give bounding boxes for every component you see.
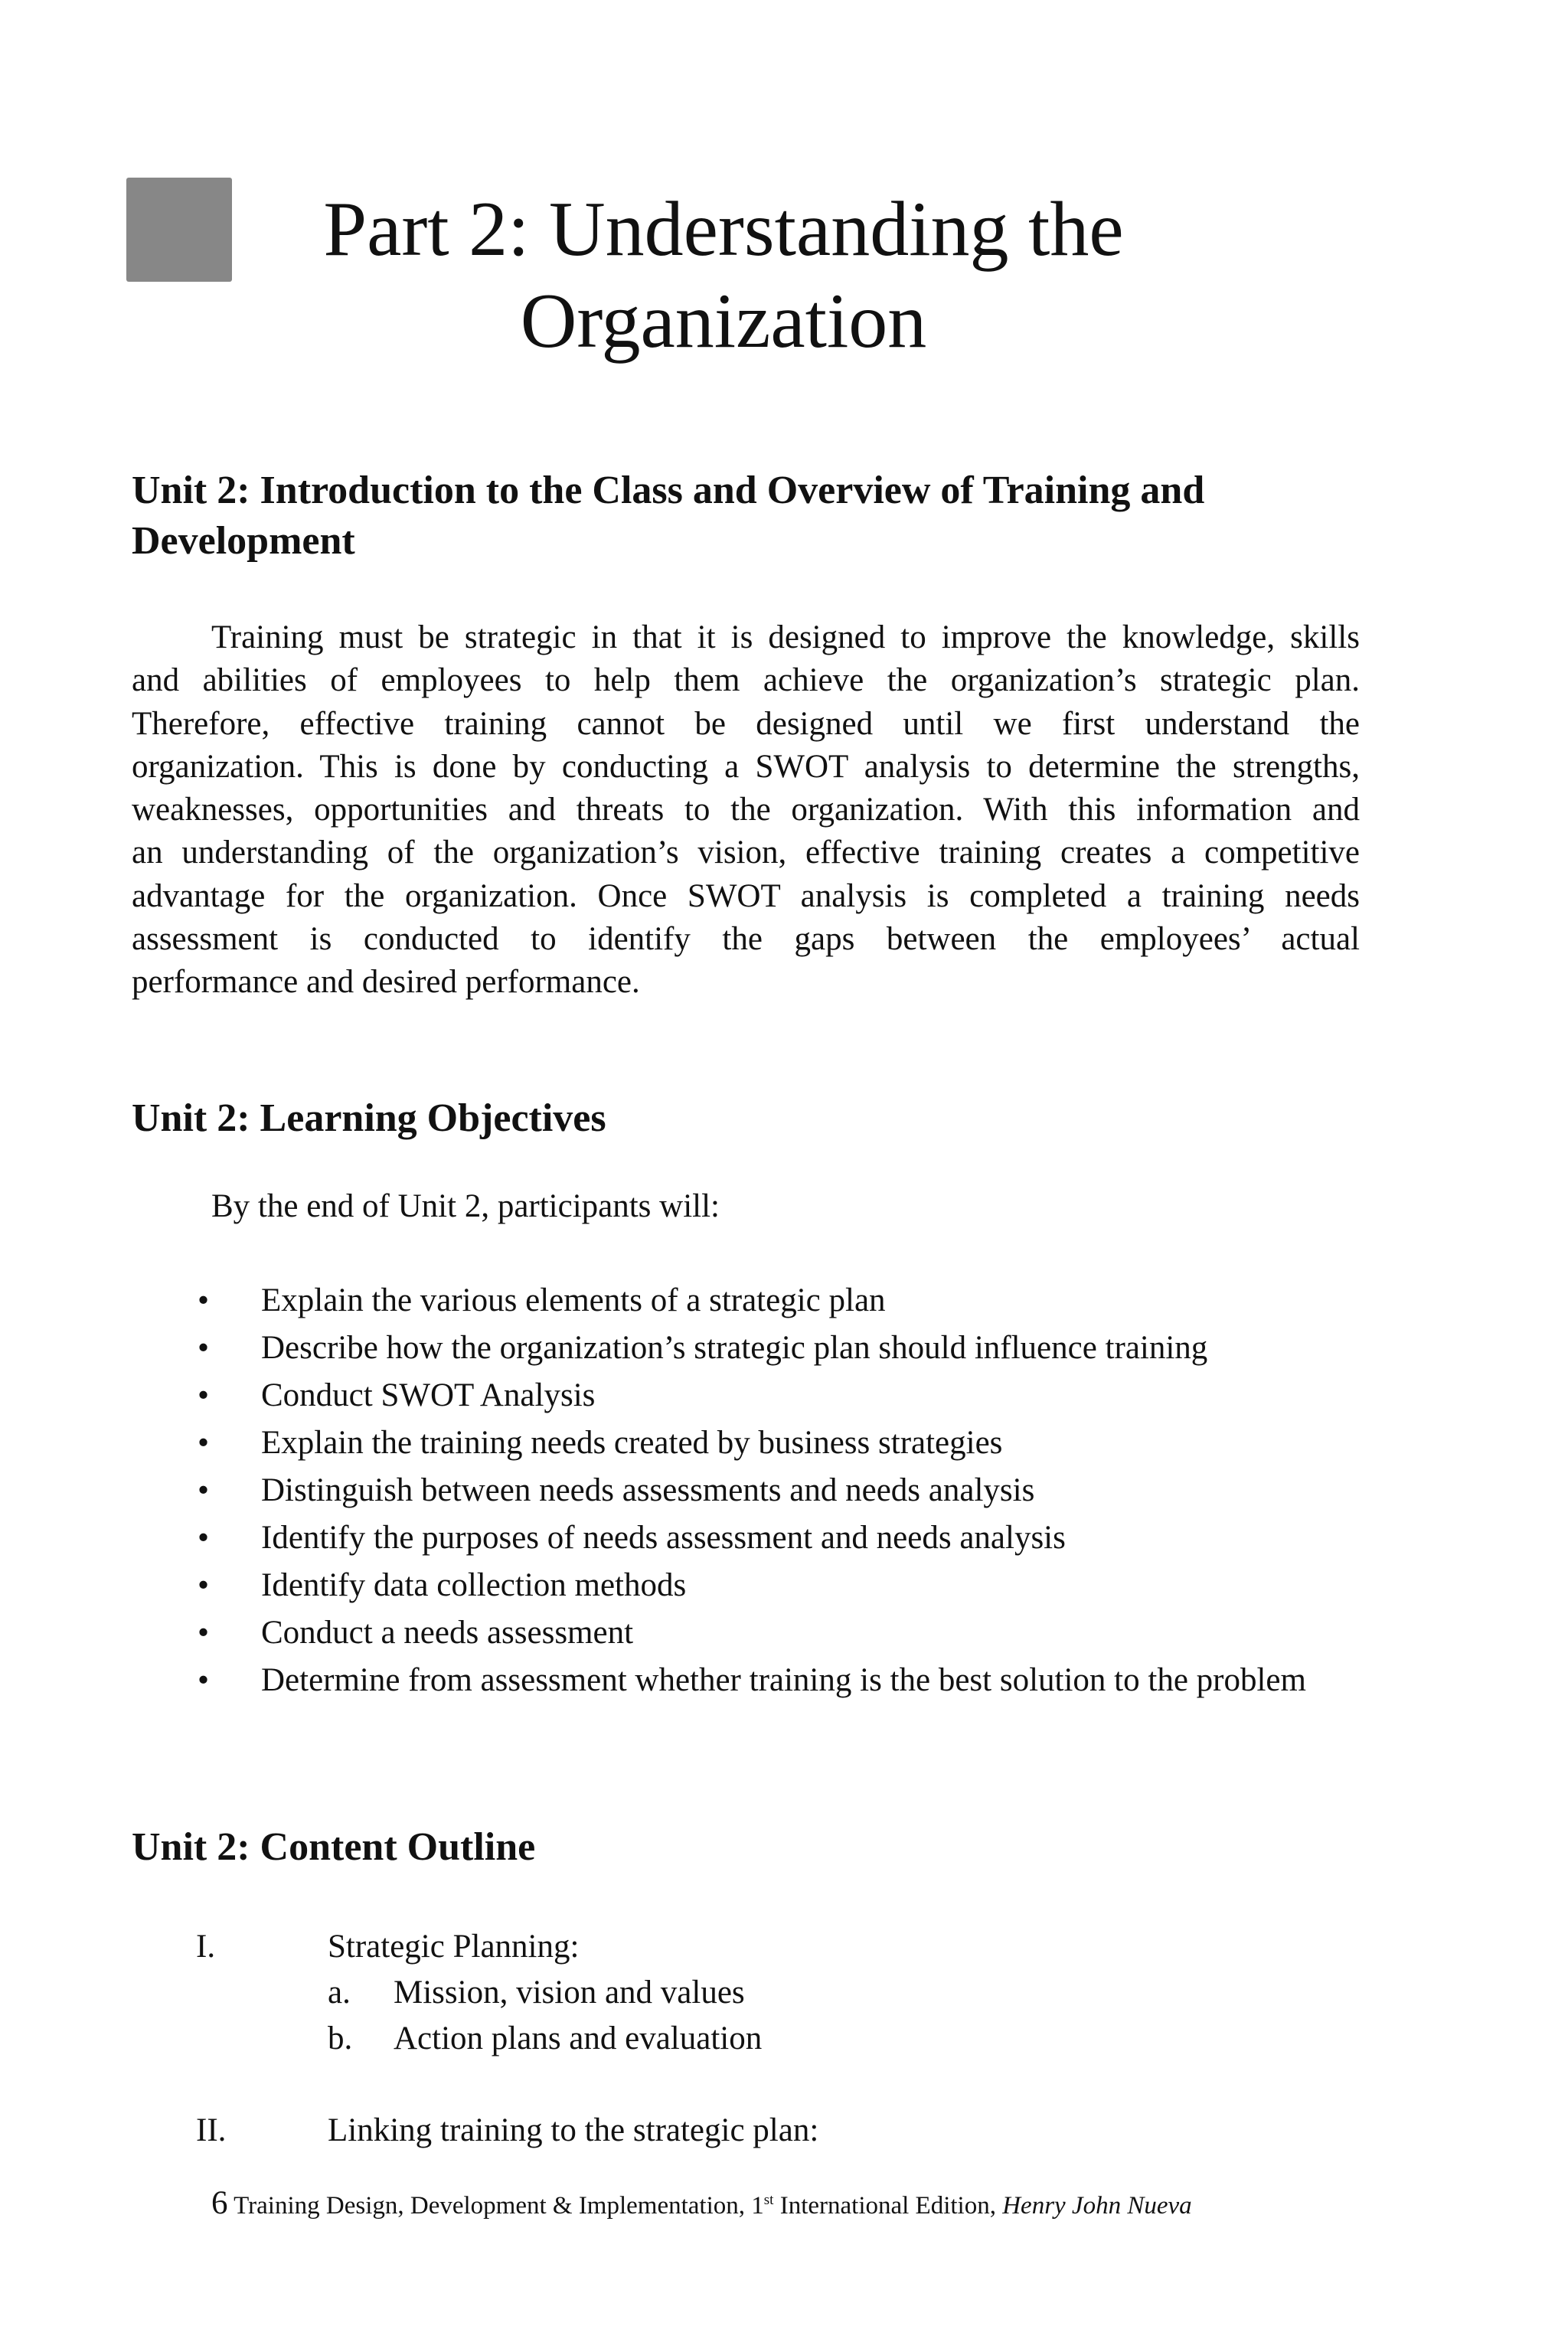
- outline-section-title: Strategic Planning:: [328, 1929, 580, 1965]
- part-marker-square: [126, 178, 232, 282]
- outline-subitem-text: Mission, vision and values: [394, 1975, 745, 2011]
- outline-subitem-letter: b.: [328, 2020, 353, 2056]
- objective-text: Conduct a needs assessment: [261, 1615, 634, 1651]
- bullet-icon: •: [198, 1520, 210, 1556]
- outline-numeral: II.: [196, 2112, 227, 2148]
- bullet-icon: •: [198, 1567, 210, 1603]
- objective-text: Distinguish between needs assessments and needs analysis: [261, 1472, 1035, 1508]
- bullet-icon: •: [198, 1282, 210, 1318]
- intro-paragraph-line: advantage for the organization. Once SWOT analysis is completed a training needs: [132, 877, 1360, 914]
- list-item: [0, 1657, 1348, 1704]
- footer-book-title: Training Design, Development & Implementation, 1: [234, 2192, 764, 2220]
- objective-text: Identify data collection methods: [261, 1567, 687, 1603]
- list-item: [0, 1562, 1348, 1609]
- list-item: [0, 1609, 1348, 1657]
- outline-subitem-letter: a.: [328, 1975, 351, 2011]
- part-title-line-1: Part 2: Understanding the: [323, 186, 1124, 273]
- outline-heading: Unit 2: Content Outline: [132, 1825, 536, 1869]
- intro-paragraph-line: an understanding of the organization’s vision, effective training creates a competitive: [132, 835, 1360, 871]
- list-item: [0, 1277, 1348, 1325]
- part-title-line-2: Organization: [520, 278, 927, 364]
- bullet-icon: •: [198, 1472, 210, 1508]
- footer-edition-superscript: st: [763, 2192, 774, 2208]
- intro-paragraph-line: Training must be strategic in that it is designed to improve the knowledge, skills: [211, 619, 1360, 655]
- footer-author: Henry John Nueva: [1002, 2192, 1192, 2220]
- page-footer: [211, 2184, 1192, 2225]
- part-title: [253, 184, 1194, 368]
- objective-text: Conduct SWOT Analysis: [261, 1377, 596, 1413]
- intro-heading-line-1: Unit 2: Introduction to the Class and Overview of Training and: [132, 469, 1205, 512]
- objective-text: Explain the various elements of a strategic plan: [261, 1282, 886, 1318]
- intro-paragraph-line: organization. This is done by conducting a SWOT analysis to determine the strengths,: [132, 748, 1360, 785]
- intro-paragraph-line: assessment is conducted to identify the gaps between the employees’ actual: [132, 921, 1360, 958]
- objective-text: Determine from assessment whether training is the best solution to the problem: [261, 1662, 1306, 1698]
- outline-numeral: I.: [196, 1929, 216, 1965]
- outline-subitem-text: Action plans and evaluation: [394, 2020, 763, 2056]
- list-item: [0, 1419, 1348, 1467]
- footer-edition: International Edition,: [779, 2192, 996, 2220]
- objectives-list: [0, 1277, 1348, 1704]
- objective-text: Explain the training needs created by business strategies: [261, 1425, 1003, 1461]
- intro-paragraph: [132, 616, 1360, 1004]
- objectives-heading: Unit 2: Learning Objectives: [132, 1096, 606, 1140]
- outline-section-title: Linking training to the strategic plan:: [328, 2112, 819, 2148]
- list-item: [0, 1372, 1348, 1419]
- intro-heading-line-2: Development: [132, 519, 355, 563]
- intro-paragraph-line: weaknesses, opportunities and threats to the organization. With this information and: [132, 792, 1360, 828]
- list-item: [0, 1467, 1348, 1514]
- objective-text: Describe how the organization’s strategic plan should influence training: [261, 1330, 1208, 1366]
- bullet-icon: •: [198, 1330, 210, 1366]
- intro-paragraph-line: and abilities of employees to help them achieve the organization’s strategic plan.: [132, 662, 1360, 699]
- bullet-icon: •: [198, 1377, 210, 1413]
- intro-paragraph-line: Therefore, effective training cannot be designed until we first understand the: [132, 705, 1360, 742]
- intro-paragraph-line: performance and desired performance.: [132, 964, 640, 1001]
- bullet-icon: •: [198, 1425, 210, 1461]
- objective-text: Identify the purposes of needs assessment and needs analysis: [261, 1520, 1066, 1556]
- page-number: 6: [211, 2185, 228, 2221]
- objectives-lead: By the end of Unit 2, participants will:: [211, 1188, 720, 1224]
- bullet-icon: •: [198, 1615, 210, 1651]
- list-item: [0, 1325, 1348, 1372]
- list-item: [0, 1514, 1348, 1562]
- bullet-icon: •: [198, 1662, 210, 1698]
- intro-heading: [132, 466, 1372, 567]
